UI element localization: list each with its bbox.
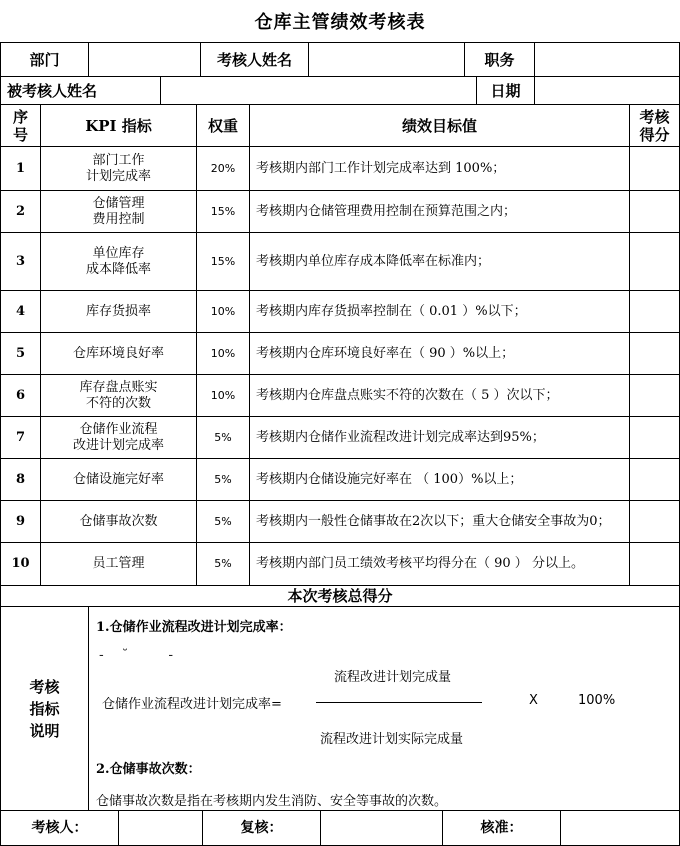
row-no: 7: [15, 429, 26, 445]
notes-label: 考核 指标 说明: [29, 677, 60, 740]
row-score[interactable]: [630, 147, 679, 190]
row-no: 3: [15, 253, 26, 269]
row-kpi: 单位库存 成本降低率: [85, 245, 151, 277]
row-target: 考核期内库存货损率控制在（ 0.01 ）%以下；: [256, 303, 527, 319]
position-label: 职务: [484, 50, 515, 69]
col-score-text: 考核得分: [639, 107, 670, 144]
row-no: 6: [15, 387, 26, 403]
row-kpi: 员工管理: [92, 556, 145, 571]
row-kpi: 仓储管理 费用控制: [92, 195, 145, 227]
row-target: 考核期内仓储管理费用控制在预算范围之内；: [256, 203, 517, 219]
row-weight: 5%: [214, 430, 232, 444]
row-score[interactable]: [630, 501, 679, 542]
fraction-bar: [316, 702, 482, 703]
row-score[interactable]: [630, 543, 679, 585]
position-value[interactable]: [535, 43, 679, 76]
rule: [88, 606, 89, 810]
col-score: [630, 105, 679, 146]
dept-value[interactable]: [89, 43, 200, 76]
row-weight: 10%: [210, 388, 236, 402]
row-kpi: 仓储作业流程 改进计划完成率: [72, 421, 164, 453]
note-item1-title: 1.仓储作业流程改进计划完成率：: [96, 620, 292, 635]
formula-denominator: 流程改进计划实际完成量: [320, 732, 464, 747]
row-kpi: 仓储事故次数: [79, 513, 158, 529]
assessee-name-label: 被考核人姓名: [7, 81, 98, 100]
row-kpi: 仓储设施完好率: [72, 471, 164, 487]
row-score[interactable]: [630, 291, 679, 332]
assessor-name-label: 考核人姓名: [216, 50, 292, 69]
footer-assessor-value[interactable]: [119, 811, 202, 845]
footer-assessor-label: 考核人：: [31, 820, 88, 836]
row-kpi: 库存货损率: [85, 303, 151, 319]
row-target: 考核期内仓库环境良好率在（ 90 ）%以上；: [256, 345, 515, 361]
col-weight: 权重: [207, 116, 238, 135]
row-no: 1: [15, 160, 26, 176]
row-weight: 15%: [210, 204, 236, 218]
row-target: 考核期内部门工作计划完成率达到 100%；: [256, 160, 506, 176]
row-target: 考核期内一般性仓储事故在2次以下；重大仓储安全事故为0；: [256, 513, 611, 529]
row-weight: 15%: [210, 254, 236, 268]
footer-approve-label: 核准：: [480, 820, 523, 836]
row-score[interactable]: [630, 375, 679, 416]
footer-review-label: 复核：: [240, 820, 283, 836]
formula-times: X: [529, 693, 538, 708]
col-no: [1, 105, 40, 146]
row-weight: 10%: [210, 346, 236, 360]
row-no: 2: [15, 203, 26, 219]
row-kpi: 库存盘点账实 不符的次数: [79, 379, 158, 411]
footer-approve-value[interactable]: [561, 811, 679, 845]
row-target: 考核期内单位库存成本降低率在标准内；: [256, 253, 491, 269]
col-kpi: KPI 指标: [85, 116, 152, 135]
row-no: 5: [15, 345, 26, 361]
row-score[interactable]: [630, 417, 679, 458]
formula-numerator: 流程改进计划完成量: [334, 670, 452, 685]
date-label: 日期: [490, 81, 521, 100]
col-no-text: 序号: [12, 107, 28, 144]
total-score-label: 本次考核总得分: [287, 587, 393, 605]
row-weight: 10%: [210, 304, 236, 318]
note-scribble: -˘ -: [99, 648, 192, 663]
row-score[interactable]: [630, 191, 679, 232]
row-score[interactable]: [630, 459, 679, 500]
row-kpi: 仓库环境良好率: [72, 345, 164, 361]
row-score[interactable]: [630, 333, 679, 374]
row-target: 考核期内仓库盘点账实不符的次数在（ 5 ）次以下；: [256, 387, 559, 403]
row-target: 考核期内仓储设施完好率在 （ 100）%以上；: [256, 471, 523, 487]
date-value[interactable]: [535, 77, 679, 104]
row-kpi: 部门工作 计划完成率: [85, 152, 151, 184]
row-weight: 5%: [214, 557, 232, 570]
row-target: 考核期内部门员工绩效考核平均得分在（ 90 ） 分以上。: [256, 556, 584, 571]
row-weight: 5%: [214, 514, 232, 528]
row-score[interactable]: [630, 233, 679, 290]
row-weight: 20%: [210, 161, 236, 175]
row-target: 考核期内仓储作业流程改进计划完成率达到95%；: [256, 429, 545, 445]
row-no: 9: [15, 513, 26, 529]
dept-label: 部门: [29, 50, 60, 69]
col-target: 绩效目标值: [401, 116, 477, 135]
footer-review-value[interactable]: [321, 811, 442, 845]
formula-left: 仓储作业流程改进计划完成率=: [102, 697, 282, 712]
note-item2-text: 仓储事故次数是指在考核期内发生消防、安全等事故的次数。: [96, 794, 448, 809]
assessee-name-value[interactable]: [161, 77, 476, 104]
page-title: 仓库主管绩效考核表: [254, 12, 426, 33]
row-weight: 5%: [214, 472, 232, 486]
row-no: 10: [11, 556, 30, 571]
note-item2-title: 2.仓储事故次数：: [96, 762, 201, 777]
rule: [0, 606, 680, 607]
row-no: 4: [15, 303, 26, 319]
formula-hundred: 100%: [578, 693, 616, 708]
assessor-name-value[interactable]: [309, 43, 464, 76]
row-no: 8: [15, 471, 26, 487]
